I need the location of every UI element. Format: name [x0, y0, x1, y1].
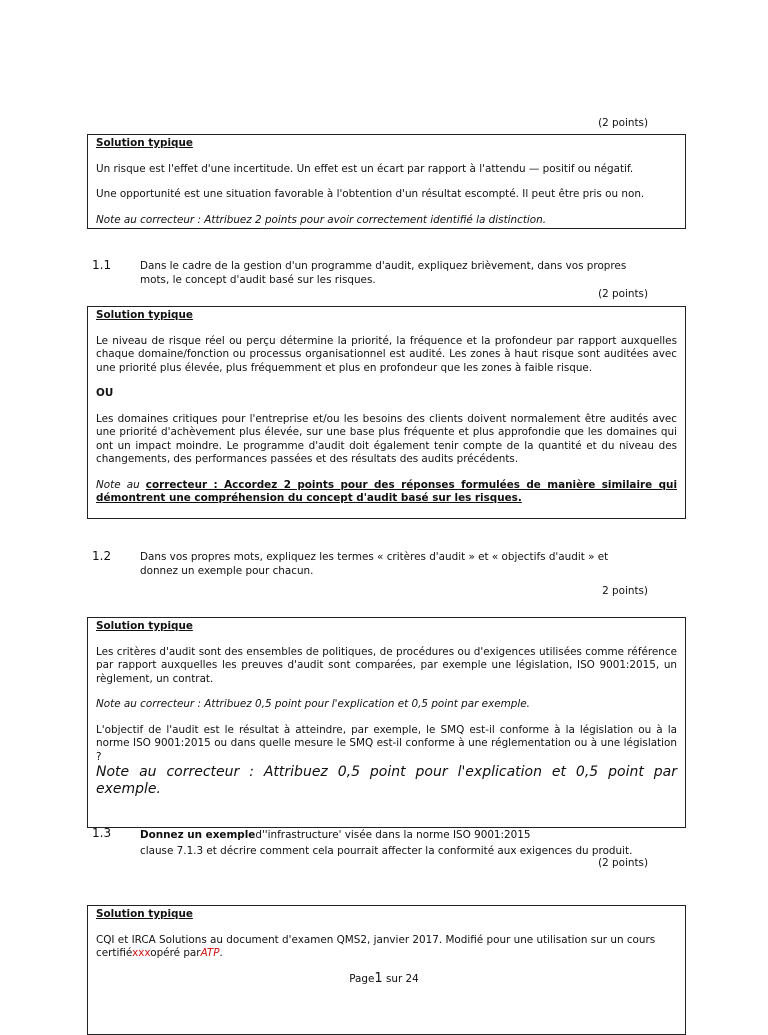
corrector-note: Note au correcteur : Attribuez 0,5 point pour l'explication et 0,5 point par exemple. [96, 698, 530, 710]
page-total: sur 24 [382, 973, 419, 985]
footer-placeholder: ATP [200, 947, 220, 959]
solution-box-risk-based-audit [87, 306, 686, 519]
question-text: clause 7.1.3 et décrire comment cela pourrait affecter la conformité aux exigences du produit. [140, 845, 633, 857]
solution-heading: Solution typique [96, 137, 193, 149]
solution-text: Un risque est l'effet d'une incertitude. Un effet est un écart par rapport à l'attendu — positif ou négatif. [96, 162, 634, 175]
points-label: (2 points) [598, 857, 648, 869]
points-label: 2 points) [602, 585, 648, 597]
page-current: 1 [374, 971, 383, 986]
footer-text: opéré par [150, 947, 201, 959]
page-number [0, 972, 768, 987]
solution-text: Le niveau de risque réel ou perçu détermine la priorité, la fréquence et la profondeur par rapport auxquelles chaque domaine/fonction ou processus organisationnel est audité. Les zones à haut risque sont auditées avec une priorité plus élevée, plus fréquemment et plus en profondeur que les zones à faible risque. [96, 334, 677, 374]
question-text [140, 829, 680, 843]
solution-heading: Solution typique [96, 908, 193, 920]
solution-box-risk [87, 134, 686, 229]
footer-text: certifié [96, 947, 133, 959]
corrector-note-large: Note au correcteur : Attribuez 0,5 point pour l'explication et 0,5 point par exemple. [96, 764, 677, 797]
question-number: 1.2 [92, 549, 112, 563]
question-bold: Donnez un exemple [140, 829, 256, 841]
solution-heading: Solution typique [96, 309, 193, 321]
solution-box-audit-criteria [87, 617, 686, 828]
footer-copyright: CQI et IRCA Solutions au document d'examen QMS2, janvier 2017. Modifié pour une utilisation sur un cours [96, 933, 656, 946]
question-text-part: d''infrastructure' visée dans la norme ISO 9001:2015 [255, 829, 531, 841]
note-emphasis: correcteur : Accordez 2 points pour des réponses formulées de manière similaire qui démontrent une compréhension du concept d'audit basé sur les risques. [96, 478, 678, 504]
solution-text: Les critères d'audit sont des ensembles de politiques, de procédures ou d'exigences utilisées comme référence par rapport auxquelles les preuves d'audit sont comparées, par exemple une législation, ISO 9001:2015, un règlement, un contrat. [96, 645, 677, 685]
question-number: 1.3 [92, 826, 112, 840]
page-label: Page [349, 973, 375, 985]
footer-copyright-line2 [96, 947, 677, 961]
footer-text: . [219, 947, 223, 959]
corrector-note: Note au correcteur : Attribuez 2 points pour avoir correctement identifié la distinction. [96, 213, 547, 226]
question-text: Dans le cadre de la gestion d'un programme d'audit, expliquez brièvement, dans vos propres mots, le concept d'audit basé sur les risques. [140, 260, 627, 286]
or-separator: OU [96, 387, 114, 399]
footer-placeholder: xxx [132, 947, 151, 959]
points-label: (2 points) [598, 288, 648, 300]
solution-heading: Solution typique [96, 620, 193, 632]
solution-text: Une opportunité est une situation favorable à l'obtention d'un résultat escompté. Il peut être pris ou non. [96, 188, 645, 200]
question-text: Dans vos propres mots, expliquez les termes « critères d'audit » et « objectifs d'audit » et donnez un exemple pour chacun. [140, 551, 609, 577]
corrector-note [96, 479, 677, 506]
points-label: (2 points) [598, 117, 648, 129]
solution-text: L'objectif de l'audit est le résultat à atteindre, par exemple, le SMQ est-il conforme à la législation ou à la norme ISO 9001:2015 ou dans quelle mesure le SMQ est-il conforme à une réglementation ou à une législation ? [96, 723, 677, 763]
question-number: 1.1 [92, 258, 112, 272]
solution-text: Les domaines critiques pour l'entreprise et/ou les besoins des clients doivent normalement être audités avec une priorité d'achèvement plus élevée, sur une base plus fréquente et plus approfondie que les domaines qui ont un impact moindre. Le programme d'audit doit également tenir compte de la quantité et du niveau des changements, des performances passées et des résultats des audits précédents. [96, 412, 677, 465]
note-prefix: Note au [96, 478, 146, 491]
solution-box-infrastructure [87, 905, 686, 1035]
